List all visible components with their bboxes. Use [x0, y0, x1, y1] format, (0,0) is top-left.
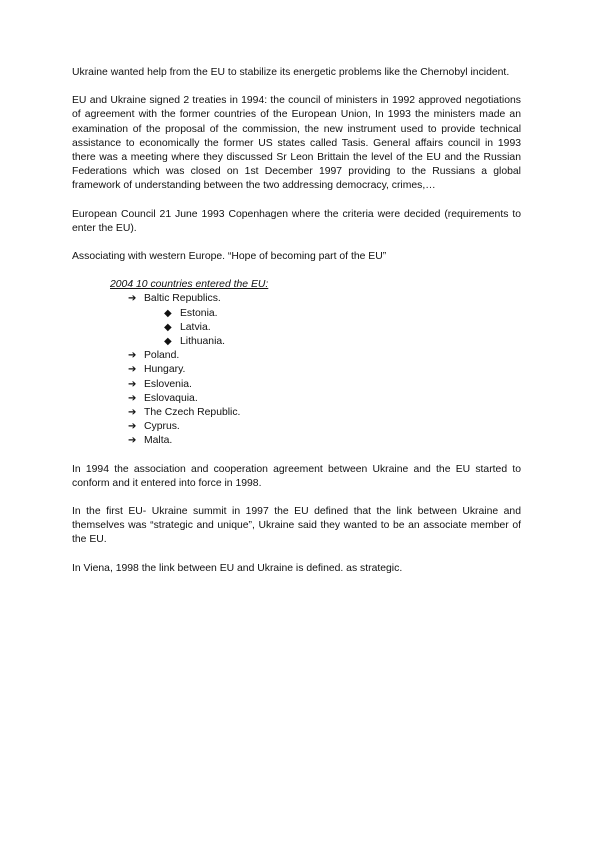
list-item-czech-republic [72, 406, 521, 420]
list-heading: 2004 10 countries entered the EU: [110, 279, 269, 291]
list-item-cyprus [72, 420, 521, 434]
sub-list-item-label: Estonia. [180, 307, 218, 319]
paragraph-treaties-1994: EU and Ukraine signed 2 treaties in 1994: the council of ministers in 1992 approved negotiations of agreement with the former countries of the European Union, In 1993 the ministers made an examination of the proposal of the commission, the new instrument used to provide technical assistance to economically the former US states called Tasis. General affairs council in 1993 there was a meeting where they discussed Sr Leon Brittain the level of the EU and the Russian Federations which was closed on 1st December 1997 providing to the Russians a global framework of understanding between the two addressing democracy, crimes,… [72, 95, 521, 192]
list-item-label: Poland. [144, 350, 180, 362]
list-item-malta [72, 434, 521, 448]
list-item-label: Eslovenia. [144, 378, 192, 390]
list-item-eslovenia [72, 378, 521, 392]
list-item-label: Cyprus. [144, 421, 180, 433]
sub-list-item-latvia [144, 321, 521, 335]
diamond-bullet-icon: ◆ [164, 307, 172, 319]
sub-list-item-estonia [144, 307, 521, 321]
paragraph-copenhagen-council: European Council 21 June 1993 Copenhagen where the criteria were decided (requirements to enter the EU). [72, 208, 521, 234]
list-item-label: Hungary. [144, 364, 186, 376]
diamond-bullet-icon: ◆ [164, 321, 172, 333]
arrow-bullet-icon: ➔ [128, 350, 137, 362]
paragraph-western-europe: Associating with western Europe. “Hope of becoming part of the EU” [72, 251, 387, 263]
list-item-label: The Czech Republic. [144, 407, 241, 419]
country-list [72, 292, 521, 448]
list-item-label: Malta. [144, 435, 173, 447]
list-item-baltic-republics [72, 292, 521, 349]
baltic-sub-list [144, 307, 521, 350]
list-item-poland [72, 349, 521, 363]
sub-list-item-label: Latvia. [180, 321, 211, 333]
arrow-bullet-icon: ➔ [128, 407, 137, 419]
arrow-bullet-icon: ➔ [128, 435, 137, 447]
document-page [72, 66, 521, 590]
paragraph-association-agreement: In 1994 the association and cooperation agreement between Ukraine and the EU started to conform and it entered into force in 1998. [72, 463, 521, 489]
paragraph-chernobyl: Ukraine wanted help from the EU to stabilize its energetic problems like the Chernobyl incident. [72, 67, 510, 78]
paragraph-viena-1998: In Viena, 1998 the link between EU and Ukraine is defined. as strategic. [72, 562, 403, 574]
diamond-bullet-icon: ◆ [164, 336, 172, 348]
paragraph-first-summit: In the first EU- Ukraine summit in 1997 the EU defined that the link between Ukraine and themselves was “strategic and unique”, Ukraine said they wanted to be an associate member of the EU. [72, 506, 521, 546]
list-item-hungary [72, 363, 521, 377]
arrow-bullet-icon: ➔ [128, 378, 137, 390]
arrow-bullet-icon: ➔ [128, 293, 137, 305]
sub-list-item-lithuania [144, 335, 521, 349]
list-item-label: Baltic Republics. [144, 293, 221, 305]
enlargement-list-block [72, 278, 521, 448]
list-item-eslovaquia [72, 392, 521, 406]
arrow-bullet-icon: ➔ [128, 392, 137, 404]
arrow-bullet-icon: ➔ [128, 421, 137, 433]
arrow-bullet-icon: ➔ [128, 364, 137, 376]
list-item-label: Eslovaquia. [144, 392, 198, 404]
sub-list-item-label: Lithuania. [180, 336, 226, 348]
